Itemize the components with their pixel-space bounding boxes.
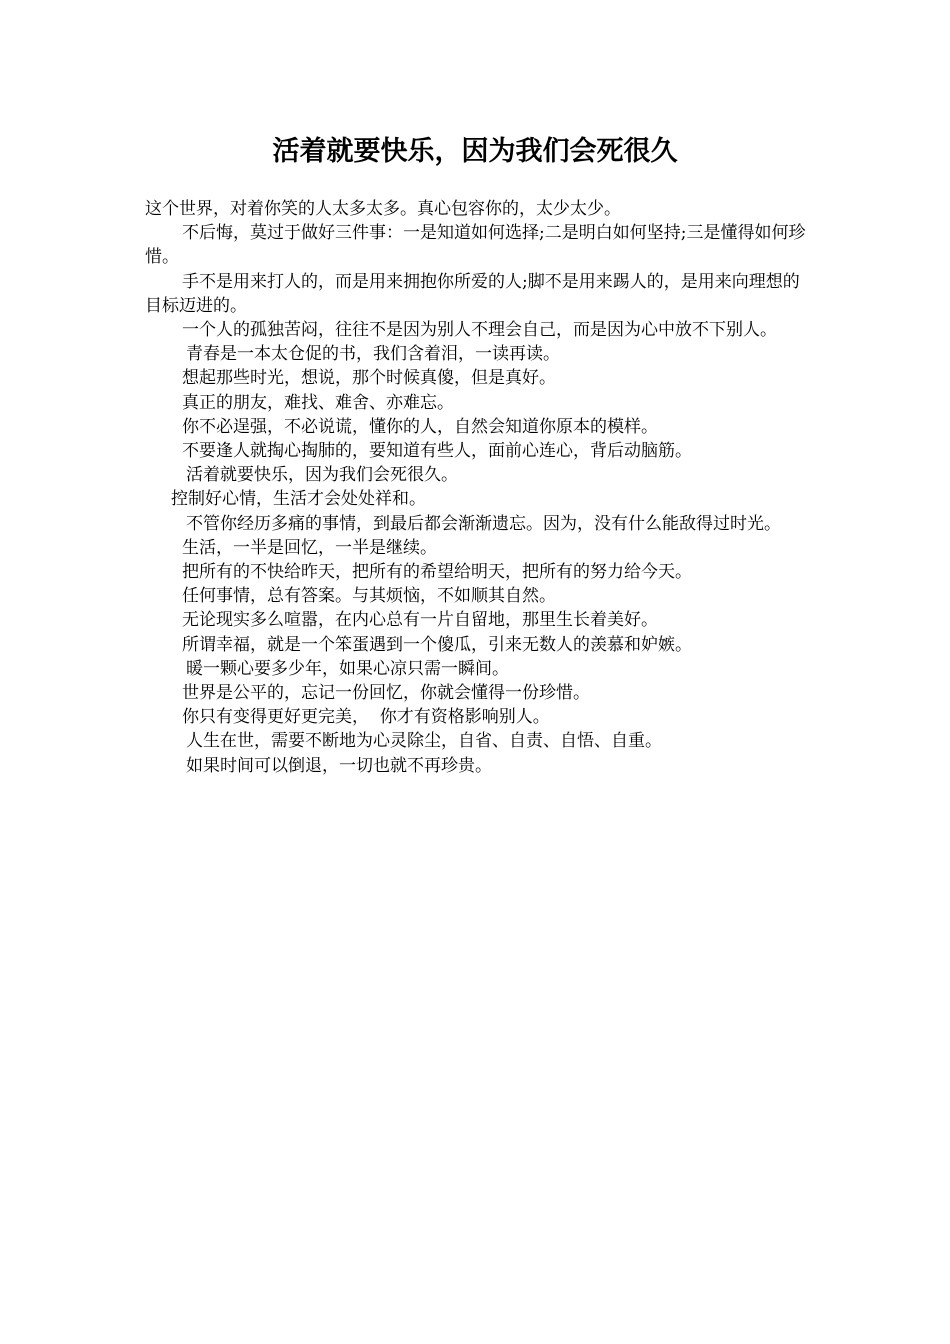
paragraph: 生活，一半是回忆，一半是继续。 xyxy=(182,537,437,558)
paragraph: 活着就要快乐，因为我们会死很久。 xyxy=(186,465,458,486)
paragraph: 青春是一本太仓促的书，我们含着泪，一读再读。 xyxy=(186,344,560,365)
paragraph: 手不是用来打人的，而是用来拥抱你所爱的人;脚不是用来踢人的，是用来向理想的目标迈进的。 xyxy=(145,271,800,316)
paragraph: 控制好心情，生活才会处处祥和。 xyxy=(171,489,426,510)
paragraph: 不要逢人就掏心掏肺的，要知道有些人，面前心连心，背后动脑筋。 xyxy=(182,441,692,462)
paragraph: 这个世界，对着你笑的人太多太多。真心包容你的，太少太少。 xyxy=(145,199,621,219)
paragraph: 你不必逞强，不必说谎，懂你的人，自然会知道你原本的模样。 xyxy=(182,416,658,437)
paragraph: 人生在世，需要不断地为心灵除尘，自省、自责、自悟、自重。 xyxy=(186,731,662,752)
paragraph: 无论现实多么喧嚣，在内心总有一片自留地，那里生长着美好。 xyxy=(182,610,658,631)
document-title: 活着就要快乐，因为我们会死很久 xyxy=(272,136,678,167)
paragraph: 真正的朋友，难找、难舍、亦难忘。 xyxy=(182,392,454,413)
paragraph: 把所有的不快给昨天，把所有的希望给明天，把所有的努力给今天。 xyxy=(182,562,692,583)
paragraph: 想起那些时光，想说，那个时候真傻，但是真好。 xyxy=(182,368,556,389)
paragraph: 不管你经历多痛的事情，到最后都会渐渐遗忘。因为，没有什么能敌得过时光。 xyxy=(186,513,781,534)
paragraph: 暖一颗心要多少年，如果心凉只需一瞬间。 xyxy=(186,658,509,679)
paragraph: 不后悔，莫过于做好三件事：一是知道如何选择;二是明白如何坚持;三是懂得如何珍惜。 xyxy=(145,223,806,268)
paragraph: 世界是公平的，忘记一份回忆，你就会懂得一份珍惜。 xyxy=(182,683,590,704)
document-body xyxy=(145,197,807,778)
paragraph: 如果时间可以倒退，一切也就不再珍贵。 xyxy=(186,755,492,776)
paragraph: 一个人的孤独苦闷，往往不是因为别人不理会自己，而是因为心中放不下别人。 xyxy=(182,320,777,341)
paragraph: 所谓幸福，就是一个笨蛋遇到一个傻瓜，引来无数人的羡慕和妒嫉。 xyxy=(182,634,692,655)
paragraph: 你只有变得更好更完美， 你才有资格影响别人。 xyxy=(182,707,550,728)
paragraph: 任何事情，总有答案。与其烦恼，不如顺其自然。 xyxy=(182,586,556,607)
